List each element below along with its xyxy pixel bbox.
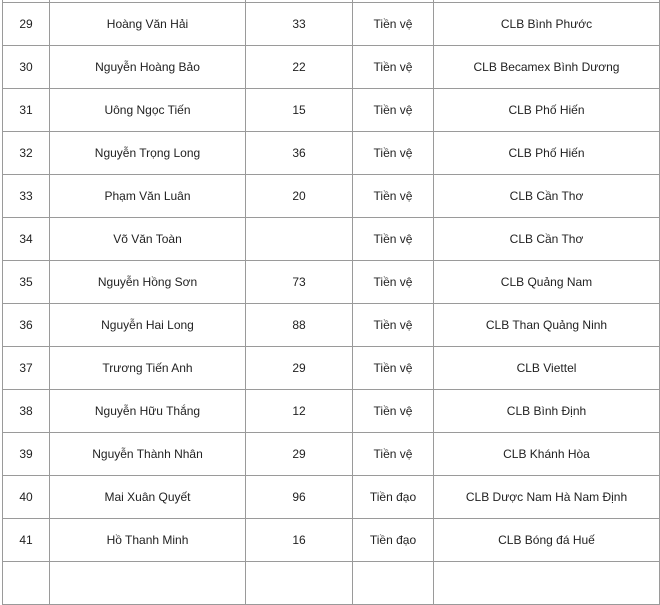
cell-club: CLB Viettel — [434, 347, 660, 390]
cell-stt: 40 — [3, 476, 50, 519]
cell-position: Tiền vệ — [353, 175, 434, 218]
cell-name: Phạm Văn Luân — [50, 175, 246, 218]
cell-stt: 35 — [3, 261, 50, 304]
table-row — [3, 390, 660, 433]
cell-stt: 34 — [3, 218, 50, 261]
cell-club: CLB Dược Nam Hà Nam Định — [434, 476, 660, 519]
cell-number: 12 — [246, 390, 353, 433]
cell-stt — [3, 562, 50, 605]
cell-name: Hoàng Văn Hải — [50, 3, 246, 46]
cell-name: Uông Ngọc Tiến — [50, 89, 246, 132]
cell-number: 73 — [246, 261, 353, 304]
cell-club: CLB Bóng đá Huế — [434, 519, 660, 562]
cell-club — [434, 562, 660, 605]
table-row — [3, 132, 660, 175]
cell-name: Nguyễn Hoàng Bảo — [50, 46, 246, 89]
cell-number — [246, 562, 353, 605]
cell-number — [246, 218, 353, 261]
cell-stt: 39 — [3, 433, 50, 476]
cell-stt: 32 — [3, 132, 50, 175]
cell-number: 33 — [246, 3, 353, 46]
table-row — [3, 261, 660, 304]
cell-position: Tiền vệ — [353, 304, 434, 347]
cell-number: 16 — [246, 519, 353, 562]
table-row — [3, 89, 660, 132]
cell-position: Tiền vệ — [353, 89, 434, 132]
cell-number: 22 — [246, 46, 353, 89]
cell-club: CLB Quảng Nam — [434, 261, 660, 304]
table-row — [3, 347, 660, 390]
cell-name: Nguyễn Thành Nhân — [50, 433, 246, 476]
table-row — [3, 175, 660, 218]
table-row — [3, 519, 660, 562]
cell-club: CLB Becamex Bình Dương — [434, 46, 660, 89]
table-row — [3, 46, 660, 89]
cell-stt: 41 — [3, 519, 50, 562]
cell-stt: 33 — [3, 175, 50, 218]
cell-club: CLB Cần Thơ — [434, 218, 660, 261]
cell-position: Tiền vệ — [353, 132, 434, 175]
cell-position: Tiền đạo — [353, 476, 434, 519]
cell-name: Võ Văn Toàn — [50, 218, 246, 261]
cell-stt: 30 — [3, 46, 50, 89]
cell-position — [353, 562, 434, 605]
cell-name: Trương Tiến Anh — [50, 347, 246, 390]
cell-club: CLB Phố Hiến — [434, 132, 660, 175]
cell-position: Tiền vệ — [353, 218, 434, 261]
player-roster-table — [2, 0, 660, 605]
cell-number: 36 — [246, 132, 353, 175]
table-row — [3, 304, 660, 347]
cell-position: Tiền vệ — [353, 3, 434, 46]
cell-club: CLB Than Quảng Ninh — [434, 304, 660, 347]
cell-club: CLB Khánh Hòa — [434, 433, 660, 476]
cell-number: 20 — [246, 175, 353, 218]
cell-name: Mai Xuân Quyết — [50, 476, 246, 519]
cell-number: 96 — [246, 476, 353, 519]
cell-name: Hồ Thanh Minh — [50, 519, 246, 562]
cell-club: CLB Phố Hiến — [434, 89, 660, 132]
cell-number: 88 — [246, 304, 353, 347]
cell-position: Tiền đạo — [353, 519, 434, 562]
cell-position: Tiền vệ — [353, 46, 434, 89]
table-row — [3, 433, 660, 476]
cell-position: Tiền vệ — [353, 390, 434, 433]
cell-name: Nguyễn Hữu Thắng — [50, 390, 246, 433]
cell-stt: 29 — [3, 3, 50, 46]
cell-stt: 31 — [3, 89, 50, 132]
table-body — [3, 0, 660, 605]
table-row — [3, 218, 660, 261]
cell-position: Tiền vệ — [353, 261, 434, 304]
cell-name: Nguyễn Hồng Sơn — [50, 261, 246, 304]
cell-number: 29 — [246, 433, 353, 476]
table-row — [3, 3, 660, 46]
cell-club: CLB Bình Định — [434, 390, 660, 433]
cell-number: 15 — [246, 89, 353, 132]
cell-stt: 38 — [3, 390, 50, 433]
cell-name: Nguyễn Hai Long — [50, 304, 246, 347]
cell-position: Tiền vệ — [353, 433, 434, 476]
cell-club: CLB Bình Phước — [434, 3, 660, 46]
cell-stt: 36 — [3, 304, 50, 347]
cell-position: Tiền vệ — [353, 347, 434, 390]
table-row — [3, 562, 660, 605]
cell-club: CLB Cần Thơ — [434, 175, 660, 218]
cell-number: 29 — [246, 347, 353, 390]
cell-stt: 37 — [3, 347, 50, 390]
table-row — [3, 476, 660, 519]
cell-name — [50, 562, 246, 605]
player-roster-table-container — [2, 0, 659, 605]
cell-name: Nguyễn Trọng Long — [50, 132, 246, 175]
